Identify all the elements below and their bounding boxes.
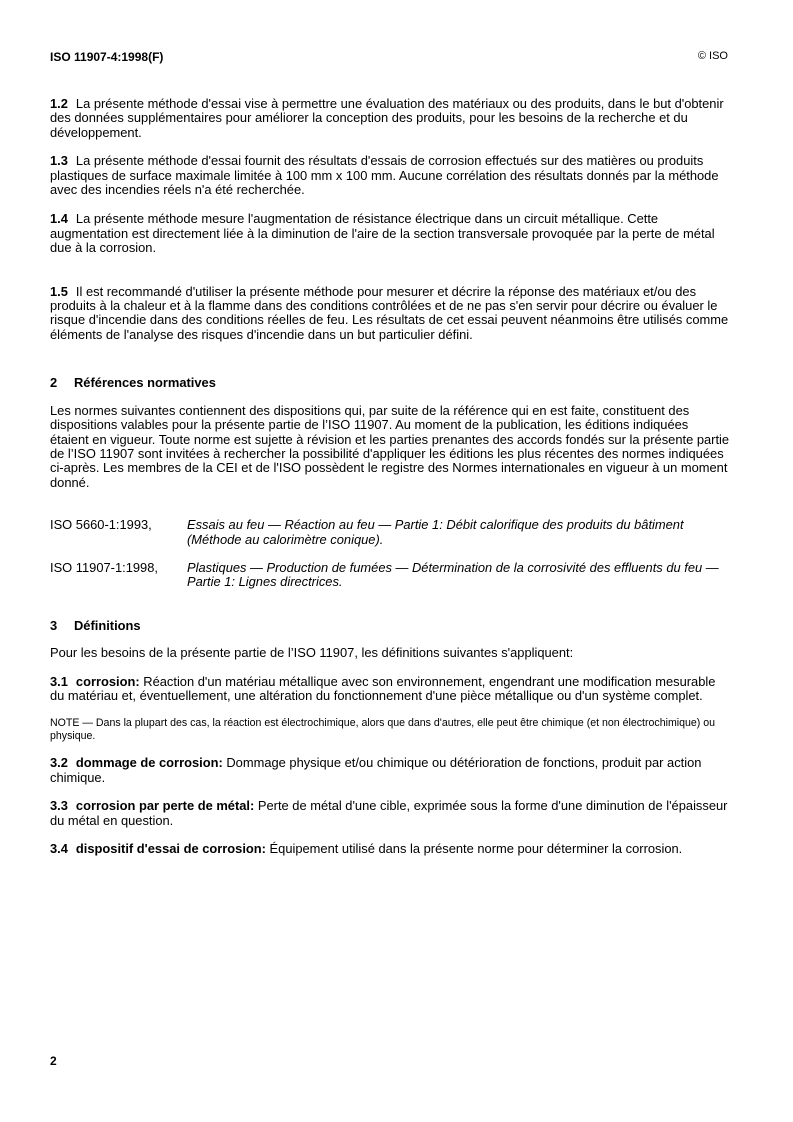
definition-3-4 (50, 842, 730, 856)
definition-3-2 (50, 756, 730, 785)
clause-1-4 (50, 212, 730, 255)
clause-number: 1.5 (50, 283, 68, 299)
clause-number: 1.2 (50, 96, 68, 111)
page-body (50, 97, 730, 856)
definition-number: 3.2 (50, 755, 68, 771)
clause-text: Il est recommandé d'utiliser la présente méthode pour mesurer et décrire la réponse des matériaux et/ou des produits à la chaleur et à la flamme dans des conditions contrôlées et de ne pas s'en servir pour décrire ou évaluer le risque d'incendie dans des conditions réelles de feu. Les résultats de cet essai peuvent néanmoins être utilisés comme éléments de l'analyse des risques d'incendie dans un but particulier défini. (50, 283, 729, 342)
definition-term: corrosion: (75, 673, 140, 689)
section-2-intro: Les normes suivantes contiennent des dispositions qui, par suite de la référence qui en est faite, constituent des dispositions valables pour la présente partie de l’ISO 11907. Au moment de la publication, les éditions indiquées étaient en vigueur. Toute norme est sujette à révision et les parties prenantes des accords fondés sur la présente partie de l’ISO 11907 sont invitées à rechercher la possibilité d'appliquer les éditions les plus récentes des normes indiquées ci-après. Les membres de la CEI et de l'ISO possèdent le registre des Normes internationales en vigueur à un moment donné. (50, 402, 730, 490)
section-number: 2 (50, 375, 58, 391)
definition-3-3 (50, 799, 730, 828)
definition-text: Perte de métal d'une cible, exprimée sous la forme d'une diminution de l'épaisseur du métal en question. (50, 798, 728, 828)
definition-text: Réaction d'un matériau métallique avec son environnement, engendrant une modification mesurable du matériau et, éventuellement, une altération du fonctionnement d'une pièce métallique ou d'un système complet. (50, 673, 716, 703)
normative-reference-1 (50, 518, 730, 547)
reference-title: Plastiques — Production de fumées — Détermination de la corrosivité des effluents du feu — Partie 1: Lignes directrices. (187, 559, 719, 590)
clause-1-5 (50, 285, 730, 343)
section-title: Définitions (74, 617, 141, 633)
definition-number: 3.4 (50, 841, 68, 856)
clause-text: La présente méthode d'essai vise à permettre une évaluation des matériaux ou des produits, dans le but d'obtenir des données supplémentaires pour améliorer la conception des produits, pour les besoins de la recherche et du développement. (50, 96, 724, 140)
page-number: 2 (50, 1054, 57, 1068)
clause-number: 1.4 (50, 211, 68, 227)
definition-number: 3.3 (50, 798, 68, 814)
clause-text: La présente méthode d'essai fournit des résultats d'essais de corrosion effectués sur des matières ou produits plastiques de surface maximale limitée à 100 mm x 100 mm. Aucune corrélation des résultats donnés par la méthode avec des incendies réels n'a été recherchée. (50, 153, 719, 198)
definition-term: corrosion par perte de métal: (75, 798, 255, 814)
copyright-mark: © ISO (697, 50, 728, 62)
section-heading-2 (50, 376, 730, 390)
definition-number: 3.1 (50, 673, 68, 689)
normative-reference-2 (50, 561, 730, 590)
definition-term: dispositif d'essai de corrosion: (75, 841, 266, 856)
section-3-intro: Pour les besoins de la présente partie de l’ISO 11907, les définitions suivantes s'appliquent: (50, 645, 574, 661)
clause-number: 1.3 (50, 153, 68, 169)
clause-1-3 (50, 154, 730, 197)
reference-code: ISO 5660-1:1993, (50, 517, 152, 533)
clause-1-2 (50, 97, 730, 140)
definition-term: dommage de corrosion: (75, 755, 223, 771)
definition-3-1 (50, 675, 730, 704)
section-number: 3 (50, 617, 58, 633)
section-title: Références normatives (74, 375, 216, 391)
section-heading-3 (50, 619, 730, 633)
clause-text: La présente méthode mesure l'augmentation de résistance électrique dans un circuit métallique. Cette augmentation est directement liée à la diminution de l'aire de la section transversale provoquée par la perte de métal due à la corrosion. (50, 211, 715, 256)
document-id: ISO 11907-4:1998(F) (50, 50, 164, 64)
definition-text: Dommage physique et/ou chimique ou détérioration de fonctions, produit par action chimique. (50, 755, 702, 785)
definition-note: NOTE — Dans la plupart des cas, la réaction est électrochimique, alors que dans d'autres, elle peut être chimique (et non électrochimique) ou physique. (50, 717, 716, 743)
reference-code: ISO 11907-1:1998, (50, 559, 158, 575)
definition-text: Équipement utilisé dans la présente norme pour déterminer la corrosion. (269, 841, 683, 856)
reference-title: Essais au feu — Réaction au feu — Partie 1: Débit calorifique des produits du bâtiment (Méthode au calorimètre conique). (187, 517, 684, 547)
